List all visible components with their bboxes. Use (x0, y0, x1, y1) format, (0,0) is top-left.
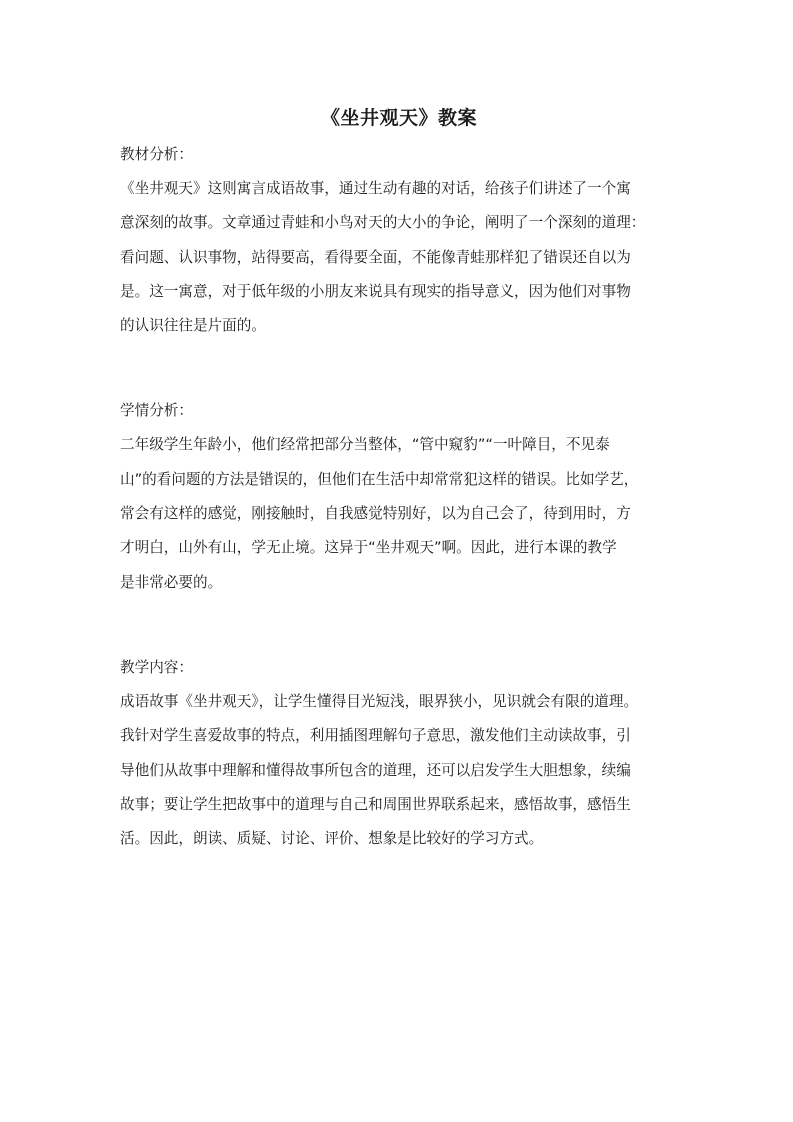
section-paragraph (120, 685, 678, 856)
section-label: 学情分析： (120, 402, 193, 420)
section-paragraph (120, 172, 678, 343)
paragraph-line: 成语故事《坐井观天》，让学生懂得目光短浅，眼界狭小，见识就会有限的道理。 (120, 692, 639, 710)
section-label: 教学内容： (120, 658, 193, 676)
paragraph-line: 才明白，山外有山，学无止境。这异于“坐井观天”啊。因此，进行本课的教学 (120, 539, 617, 557)
paragraph-line: 我针对学生喜爱故事的特点，利用插图理解句子意思，激发他们主动读故事，引 (120, 727, 631, 745)
section-label: 教材分析： (120, 146, 193, 163)
document-page (120, 98, 678, 856)
section-learner-analysis (120, 394, 678, 599)
section-spacer (120, 343, 678, 394)
section-paragraph (120, 428, 678, 599)
paragraph-line: 看问题、认识事物，站得要高，看得要全面，不能像青蛙那样犯了错误还自以为 (120, 248, 631, 266)
section-teaching-content (120, 651, 678, 856)
paragraph-line: 导他们从故事中理解和懂得故事所包含的道理，还可以启发学生大胆想象，续编 (120, 761, 631, 779)
document-title: 《坐井观天》教案 (320, 107, 477, 129)
paragraph-line: 的认识往往是片面的。 (120, 317, 266, 335)
paragraph-line: 常会有这样的感觉，刚接触时，自我感觉特别好，以为自己会了，待到用时，方 (120, 505, 631, 523)
section-spacer (120, 600, 678, 651)
paragraph-line: 山”的看问题的方法是错误的，但他们在生活中却常常犯这样的错误。比如学艺， (120, 470, 639, 488)
paragraph-line: 《坐井观天》这则寓言成语故事，通过生动有趣的对话，给孩子们讲述了一个寓 (120, 180, 631, 197)
paragraph-line: 活。因此，朗读、质疑、讨论、评价、想象是比较好的学习方式。 (120, 830, 544, 848)
paragraph-line: 是非常必要的。 (120, 573, 223, 591)
paragraph-line: 故事；要让学生把故事中的道理与自己和周围世界联系起来，感悟故事，感悟生 (120, 795, 631, 813)
paragraph-line: 意深刻的故事。文章通过青蛙和小鸟对天的大小的争论，阐明了一个深刻的道理： (120, 214, 646, 232)
section-textbook-analysis (120, 138, 678, 343)
paragraph-line: 是。这一寓意，对于低年级的小朋友来说具有现实的指导意义，因为他们对事物 (120, 282, 631, 300)
paragraph-line: 二年级学生年龄小，他们经常把部分当整体，“管中窥豹”“一叶障目，不见泰 (120, 436, 610, 454)
